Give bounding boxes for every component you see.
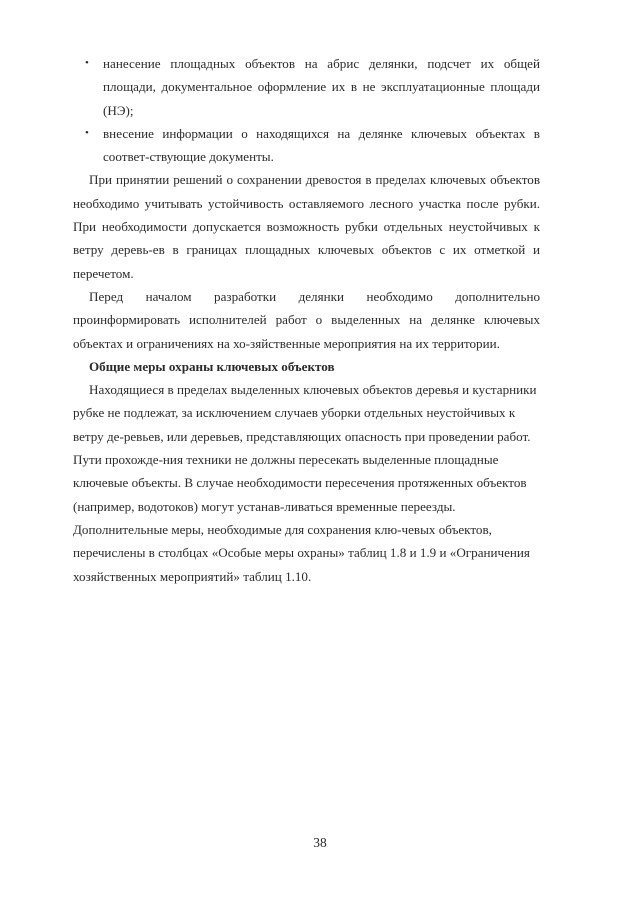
bullet-marker-icon: •	[85, 126, 89, 139]
bullet-marker-icon: •	[85, 57, 89, 69]
list-item-text: нанесение площадных объектов на абрис делянки, подсчет их общей площади, документальное оформление их в не эксплуатационные площади (НЭ);	[103, 56, 540, 118]
bullet-list	[73, 52, 540, 168]
page-content	[73, 52, 540, 588]
list-item-text: внесение информации о находящихся на делянке ключевых объектах в соответ-ствующие документы.	[103, 125, 540, 165]
body-paragraph: Перед началом разработки делянки необходимо дополнительно проинформировать исполнителей работ о выделенных на делянке ключевых объектах и ограничениях на хо-зяйственные мероприятия на их территории.	[73, 288, 540, 351]
list-item	[73, 52, 540, 122]
body-paragraph: При принятии решений о сохранении древостоя в пределах ключевых объектов необходимо учитывать устойчивость оставляемого лесного участка после рубки. При необходимости допускается возможность рубки отдельных неустойчивых к ветру деревь-ев в границах площадных ключевых объектов с их отметкой и перечетом.	[73, 172, 540, 281]
section-heading: Общие меры охраны ключевых объектов	[89, 358, 335, 374]
page-number: 38	[313, 835, 327, 850]
body-paragraph: Находящиеся в пределах выделенных ключевых объектов деревья и кустарники рубке не подлежат, за исключением случаев уборки отдельных неустойчивых к ветру де-ревьев, или деревьев, представляющих опасность при проведении работ. Пути прохожде-ния техники не должны пересекать выделенные площадные ключевые объекты. В случае необходимости пересечения протяженных объектов (например, водотоков) могут устанав-ливаться временные переезды. Дополнительные меры, необходимые для сохранения клю-чевых объектов, перечислены в столбцах «Особые меры охраны» таблиц 1.8 и 1.9 и «Ограничения хозяйственных мероприятий» таблиц 1.10.	[73, 382, 537, 584]
list-item	[73, 122, 540, 169]
